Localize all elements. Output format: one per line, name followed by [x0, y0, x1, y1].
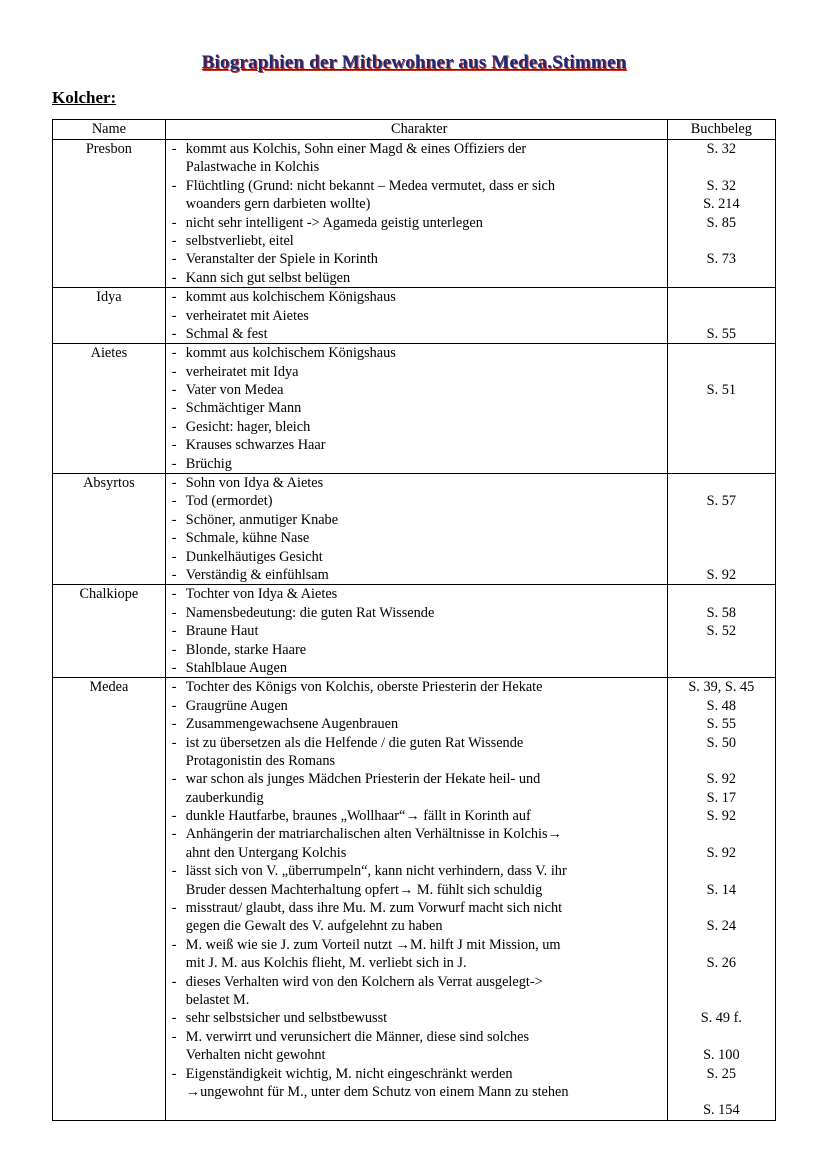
reference-line: S. 52: [706, 623, 737, 640]
trait-item: [172, 307, 667, 325]
column-header-buchbeleg: Buchbeleg: [667, 120, 775, 140]
trait-line: - Brüchig: [185, 455, 232, 472]
reference-line: S. 32: [706, 177, 737, 194]
trait-item: [172, 140, 667, 177]
trait-item: [172, 529, 667, 547]
trait-line: - Tochter von Idya & Aietes: [185, 586, 338, 603]
trait-line: - kommt aus kolchischem Königshaus: [185, 345, 396, 362]
reference-line: [668, 659, 775, 677]
trait-line: - Dunkelhäutiges Gesicht: [185, 548, 323, 565]
table-row: [53, 344, 776, 474]
reference-line: S. 100: [703, 1047, 740, 1064]
trait-line: gegen die Gewalt des V. aufgelehnt zu haben: [185, 918, 443, 935]
table-row: [53, 474, 776, 585]
trait-item: [172, 715, 667, 733]
reference-line: S. 85: [706, 214, 737, 231]
reference-line: [668, 825, 775, 843]
trait-line: Verhalten nicht gewohnt: [185, 1047, 326, 1064]
trait-item: [172, 455, 667, 473]
trait-line: - Verständig & einfühlsam: [185, 566, 329, 583]
trait-line: - Namensbedeutung: die guten Rat Wissende: [185, 604, 435, 621]
table-body: [53, 140, 776, 1121]
trait-line: - selbstverliebt, eitel: [185, 232, 294, 249]
trait-line: belastet M.: [185, 991, 250, 1008]
reference-line: [668, 418, 775, 436]
reference-line: [668, 455, 775, 473]
trait-line: - Tod (ermordet): [185, 493, 273, 510]
trait-item: [172, 566, 667, 584]
person-name: Aietes: [53, 344, 166, 474]
reference-line: S. 73: [706, 251, 737, 268]
trait-line: - Schmal & fest: [185, 325, 268, 342]
trait-item: [172, 232, 667, 250]
book-references: [667, 474, 775, 585]
trait-line: - Krauses schwarzes Haar: [185, 437, 326, 454]
trait-item: [172, 1065, 667, 1102]
trait-item: [172, 474, 667, 492]
character-traits: [165, 585, 667, 678]
reference-line: S. 92: [706, 844, 737, 861]
character-traits: [165, 140, 667, 288]
book-references: [667, 288, 775, 344]
trait-item: [172, 269, 667, 287]
table-row: [53, 288, 776, 344]
character-traits: [165, 474, 667, 585]
trait-line: - sehr selbstsicher und selbstbewusst: [185, 1010, 388, 1027]
trait-line: - war schon als junges Mädchen Priesterin der Hekate heil- und: [185, 771, 541, 788]
trait-line: - Sohn von Idya & Aietes: [185, 475, 324, 492]
trait-item: [172, 973, 667, 1010]
reference-line: [668, 936, 775, 954]
reference-line: S. 39, S. 45: [688, 679, 755, 696]
reference-line: [668, 862, 775, 880]
trait-line: - Blonde, starke Haare: [185, 641, 307, 658]
trait-item: [172, 325, 667, 343]
trait-line: - ist zu übersetzen als die Helfende / die guten Rat Wissende: [185, 734, 524, 751]
trait-item: [172, 548, 667, 566]
reference-line: [668, 158, 775, 176]
trait-line: - Kann sich gut selbst belügen: [185, 269, 351, 286]
column-header-name: Name: [53, 120, 166, 140]
reference-line: [668, 344, 775, 362]
trait-line: - M. weiß wie sie J. zum Vorteil nutzt →M. hilft J mit Mission, um: [185, 936, 561, 953]
trait-item: [172, 641, 667, 659]
trait-line: - dieses Verhalten wird von den Kolchern als Verrat ausgelegt->: [185, 973, 543, 990]
book-references: [667, 678, 775, 1120]
reference-line: S. 92: [706, 566, 737, 583]
trait-item: [172, 734, 667, 771]
reference-line: S. 49 f.: [700, 1010, 742, 1027]
table-row: [53, 585, 776, 678]
trait-line: - Stahlblaue Augen: [185, 659, 288, 676]
reference-line: [668, 474, 775, 492]
reference-line: [668, 232, 775, 250]
reference-line: [668, 752, 775, 770]
trait-line: zauberkundig: [185, 789, 264, 806]
trait-line: - Braune Haut: [185, 623, 259, 640]
reference-line: [668, 511, 775, 529]
reference-line: S. 24: [706, 918, 737, 935]
reference-line: S. 14: [706, 881, 737, 898]
reference-line: [668, 973, 775, 991]
trait-line: - dunkle Hautfarbe, braunes „Wollhaar“→ fällt in Korinth auf: [185, 808, 531, 825]
trait-line: - verheiratet mit Aietes: [185, 307, 309, 324]
trait-item: [172, 381, 667, 399]
reference-line: S. 214: [703, 196, 740, 213]
reference-line: S. 57: [706, 493, 737, 510]
trait-item: [172, 936, 667, 973]
reference-line: S. 50: [706, 734, 737, 751]
reference-line: [668, 585, 775, 603]
reference-line: S. 17: [706, 789, 737, 806]
page-title: Biographien der Mitbewohner aus Medea.Stimmen: [201, 52, 627, 73]
trait-line: - misstraut/ glaubt, dass ihre Mu. M. zum Vorwurf macht sich nicht: [185, 900, 563, 917]
reference-line: [668, 269, 775, 287]
reference-line: S. 25: [706, 1065, 737, 1082]
trait-line: Palastwache in Kolchis: [185, 159, 320, 176]
trait-line: - Veranstalter der Spiele in Korinth: [185, 251, 378, 268]
character-traits: [165, 288, 667, 344]
book-references: [667, 344, 775, 474]
trait-item: [172, 344, 667, 362]
character-traits: [165, 344, 667, 474]
reference-line: S. 55: [706, 716, 737, 733]
reference-line: S. 26: [706, 955, 737, 972]
person-name: Absyrtos: [53, 474, 166, 585]
trait-line: - Zusammengewachsene Augenbrauen: [185, 716, 399, 733]
trait-item: [172, 399, 667, 417]
trait-item: [172, 899, 667, 936]
reference-line: S. 48: [706, 697, 737, 714]
trait-item: [172, 585, 667, 603]
reference-line: S. 32: [706, 141, 737, 157]
trait-line: mit J. M. aus Kolchis flieht, M. verliebt sich in J.: [185, 955, 467, 972]
trait-line: - Vater von Medea: [185, 382, 284, 399]
reference-line: [668, 1028, 775, 1046]
reference-line: S. 51: [706, 382, 737, 399]
trait-item: [172, 1009, 667, 1027]
trait-line: woanders gern darbieten wollte): [185, 196, 371, 213]
trait-line: →ungewohnt für M., unter dem Schutz von einem Mann zu stehen: [185, 1083, 569, 1100]
trait-item: [172, 418, 667, 436]
reference-line: [668, 899, 775, 917]
reference-line: [668, 363, 775, 381]
trait-item: [172, 177, 667, 214]
trait-line: - Tochter des Königs von Kolchis, oberste Priesterin der Hekate: [185, 679, 543, 696]
biography-table: [52, 119, 776, 1121]
trait-item: [172, 214, 667, 232]
trait-line: - kommt aus kolchischem Königshaus: [185, 289, 396, 306]
trait-line: - Eigenständigkeit wichtig, M. nicht eingeschränkt werden: [185, 1065, 513, 1082]
trait-item: [172, 363, 667, 381]
table-row: [53, 140, 776, 288]
trait-item: [172, 288, 667, 306]
person-name: Idya: [53, 288, 166, 344]
reference-line: [668, 991, 775, 1009]
trait-line: ahnt den Untergang Kolchis: [185, 844, 347, 861]
reference-line: S. 58: [706, 604, 737, 621]
trait-item: [172, 807, 667, 825]
reference-line: [668, 529, 775, 547]
trait-item: [172, 770, 667, 807]
section-heading: Kolcher:: [52, 88, 117, 107]
trait-item: [172, 492, 667, 510]
trait-line: - nicht sehr intelligent -> Agameda geistig unterlegen: [185, 214, 483, 231]
reference-line: S. 92: [706, 771, 737, 788]
trait-line: - Graugrüne Augen: [185, 697, 288, 714]
trait-item: [172, 622, 667, 640]
trait-line: - Schöner, anmutiger Knabe: [185, 511, 339, 528]
reference-line: [668, 641, 775, 659]
table-row: [53, 678, 776, 1120]
table-header-row: [53, 120, 776, 140]
trait-line: - verheiratet mit Idya: [185, 363, 299, 380]
reference-line: [668, 307, 775, 325]
trait-item: [172, 659, 667, 677]
trait-line: Bruder dessen Machterhaltung opfert→ M. fühlt sich schuldig: [185, 881, 543, 898]
reference-line: [668, 436, 775, 454]
trait-item: [172, 825, 667, 862]
trait-item: [172, 862, 667, 899]
trait-item: [172, 511, 667, 529]
trait-line: Protagonistin des Romans: [185, 752, 336, 769]
trait-line: - M. verwirrt und verunsichert die Männer, diese sind solches: [185, 1028, 530, 1045]
trait-item: [172, 697, 667, 715]
reference-line: S. 55: [706, 325, 737, 342]
trait-line: - Gesicht: hager, bleich: [185, 418, 311, 435]
person-name: Medea: [53, 678, 166, 1120]
reference-line: [668, 399, 775, 417]
trait-item: [172, 604, 667, 622]
reference-line: S. 154: [703, 1102, 740, 1119]
column-header-charakter: Charakter: [165, 120, 667, 140]
reference-line: [668, 288, 775, 306]
person-name: Presbon: [53, 140, 166, 288]
character-traits: [165, 678, 667, 1120]
trait-line: - Anhängerin der matriarchalischen alten Verhältnisse in Kolchis→: [185, 826, 562, 843]
trait-item: [172, 678, 667, 696]
trait-item: [172, 436, 667, 454]
trait-line: - kommt aus Kolchis, Sohn einer Magd & eines Offiziers der: [185, 141, 527, 157]
reference-line: [668, 548, 775, 566]
trait-item: [172, 1028, 667, 1065]
reference-line: S. 92: [706, 808, 737, 825]
book-references: [667, 140, 775, 288]
reference-line: [668, 1083, 775, 1101]
book-references: [667, 585, 775, 678]
trait-line: - Schmächtiger Mann: [185, 400, 302, 417]
person-name: Chalkiope: [53, 585, 166, 678]
trait-line: - lässt sich von V. „überrumpeln“, kann nicht verhindern, dass V. ihr: [185, 863, 567, 880]
trait-item: [172, 250, 667, 268]
trait-line: - Flüchtling (Grund: nicht bekannt – Medea vermutet, dass er sich: [185, 177, 556, 194]
trait-line: - Schmale, kühne Nase: [185, 530, 310, 547]
